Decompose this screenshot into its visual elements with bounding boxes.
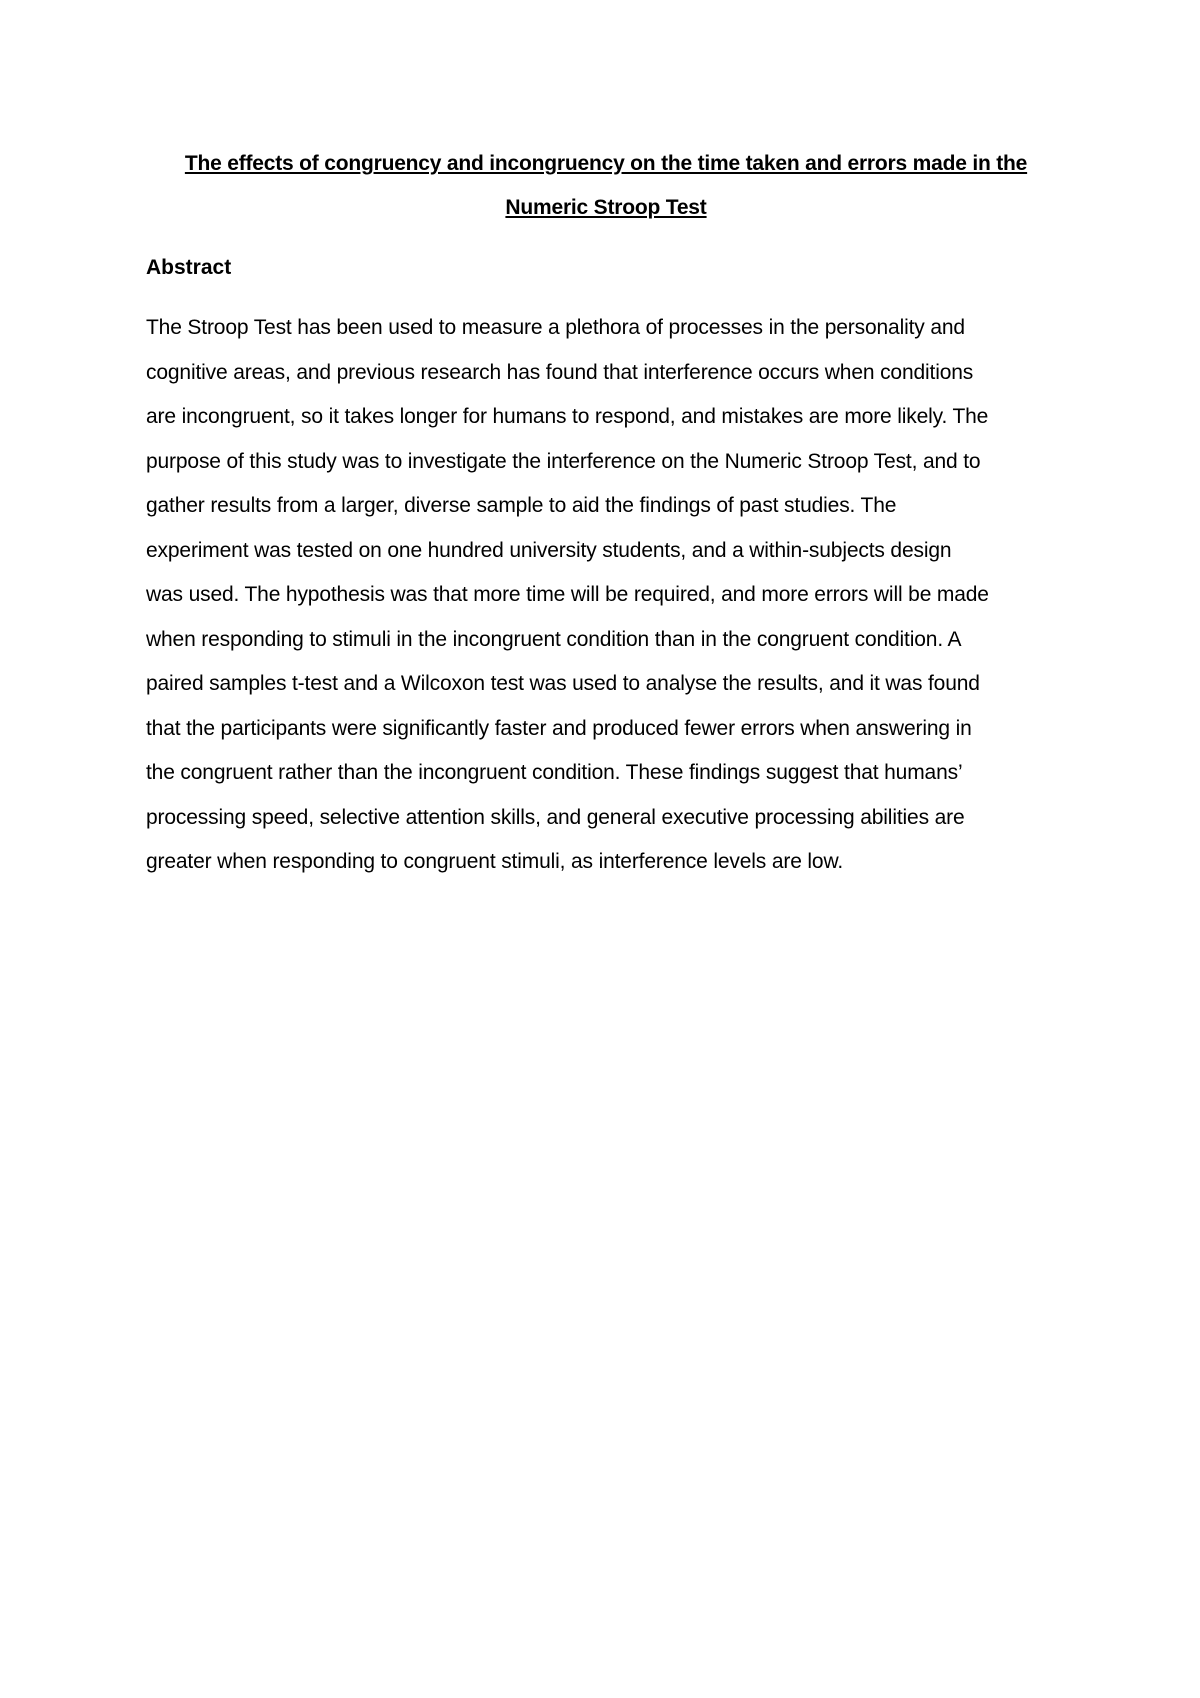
document-content: [146, 142, 1066, 885]
abstract-line: gather results from a larger, diverse sample to aid the findings of past studies. The: [146, 494, 897, 517]
abstract-line: experiment was tested on one hundred university students, and a within-subjects design: [146, 538, 952, 562]
abstract-line: cognitive areas, and previous research has found that interference occurs when conditions: [146, 360, 974, 384]
document-title: [146, 142, 1066, 230]
abstract-line: that the participants were significantly faster and produced fewer errors when answering in: [146, 716, 972, 740]
abstract-line: when responding to stimuli in the incongruent condition than in the congruent condition. A: [146, 627, 962, 651]
abstract-line: greater when responding to congruent stimuli, as interference levels are low.: [146, 850, 844, 873]
abstract-line: are incongruent, so it takes longer for humans to respond, and mistakes are more likely. The: [146, 405, 989, 428]
abstract-line: the congruent rather than the incongruent condition. These findings suggest that humans’: [146, 761, 963, 784]
abstract-line: processing speed, selective attention skills, and general executive processing abilities are: [146, 805, 965, 829]
abstract-line: The Stroop Test has been used to measure a plethora of processes in the personality and: [146, 316, 965, 339]
abstract-paragraph: [146, 306, 1066, 885]
title-line-1: The effects of congruency and incongruency on the time taken and errors made in the: [184, 152, 1028, 175]
abstract-line: was used. The hypothesis was that more time will be required, and more errors will be made: [146, 583, 989, 606]
abstract-line: purpose of this study was to investigate the interference on the Numeric Stroop Test, and to: [146, 449, 981, 473]
title-line-2: Numeric Stroop Test: [505, 196, 707, 219]
abstract-heading: Abstract: [146, 256, 232, 279]
abstract-line: paired samples t-test and a Wilcoxon test was used to analyse the results, and it was found: [146, 672, 980, 695]
